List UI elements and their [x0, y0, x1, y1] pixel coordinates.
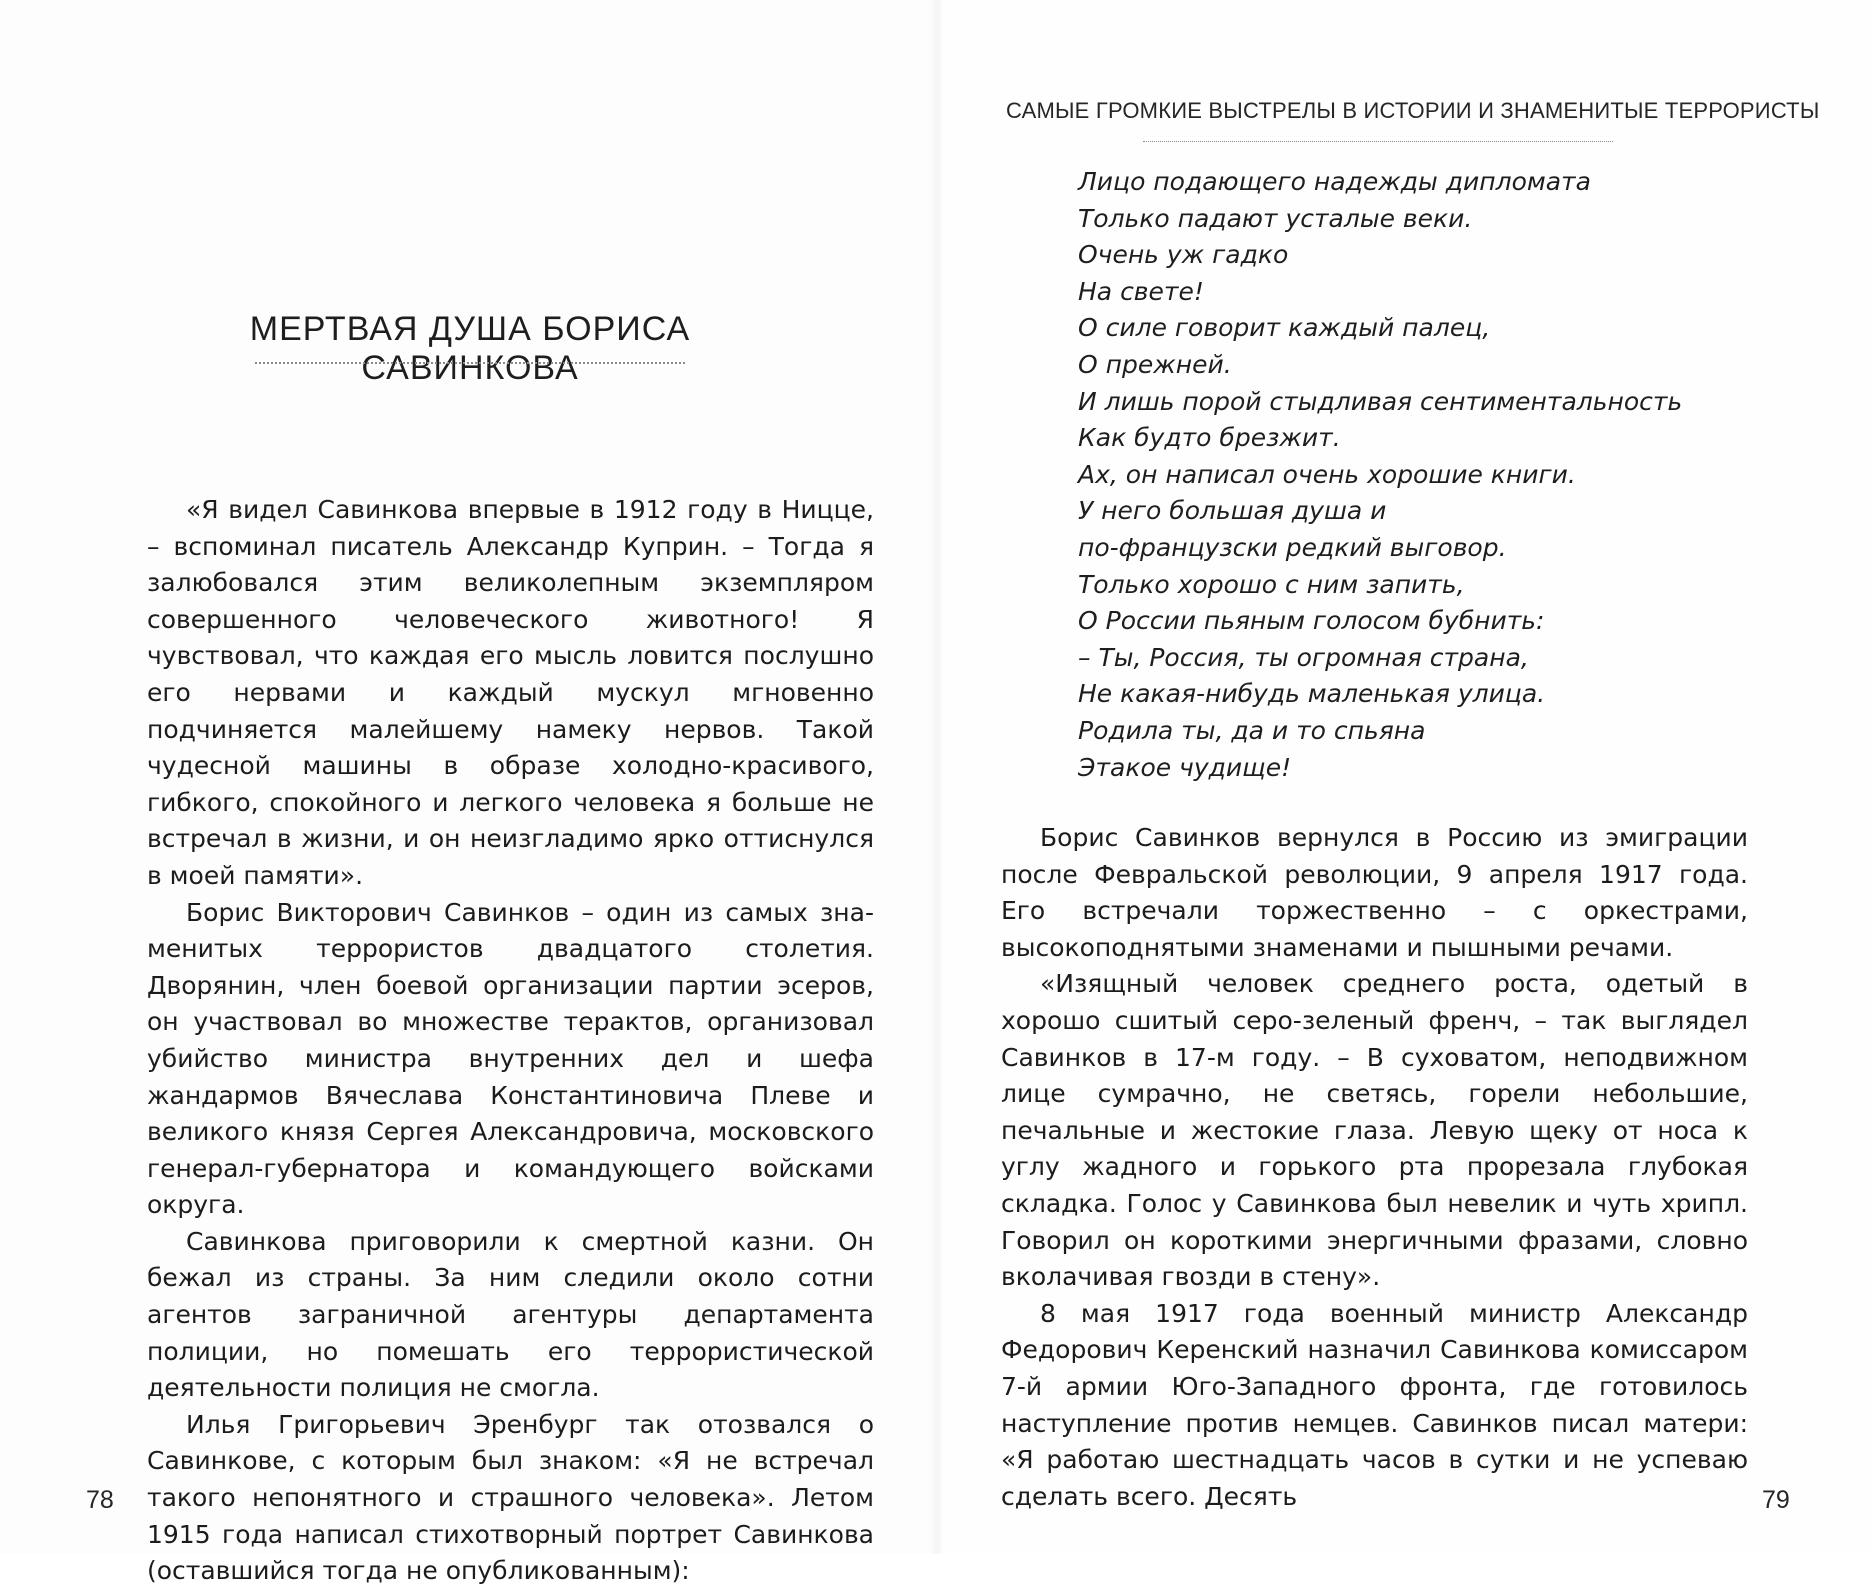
poem-line: О силе говорит каждый палец, — [1078, 313, 1491, 343]
paragraph: Савинкова приговорили к смертной казни. Он бежал из страны. За ним следили около сотни агентов заграничной агентуры департамента полиции, но помешать его террористической деятельности полиция не смогла. — [147, 1226, 874, 1403]
page-number-left: 78 — [86, 1486, 114, 1514]
paragraph: Илья Григорьевич Эренбург так отозвался о Савинкове, с которым был знаком: «Я не встречал такого непонятного и страшного человека». Летом 1915 года написал стихотворный портрет Савинкова (оставшийся тогда не опубликованным): — [147, 1409, 874, 1586]
poem — [1078, 164, 1758, 786]
paragraph: Борис Савинков вернулся в Россию из эмиграции после Февральской революции, 9 апреля 1917 года. Его встречали торжественно – с оркестрами, высокоподнятыми знаменами и пышными речами. — [1001, 823, 1748, 962]
paragraph: «Я видел Савинкова впервые в 1912 году в Ницце, – вспоминал писатель Александр Куприн. – Тогда я залюбовался этим великолепным экземпляром совершенного человеческого животного! Я чувствовал, что каждая его мысль ловится послушно его нервами и каждый мускул мгновенно подчиняется малейшему намеку нервов. Такой чудесной машины в образе холодно-красивого, гибкого, спокойного и легкого человека я больше не встречал в жизни, и он неизгладимо ярко оттиснулся в моей памяти». — [147, 495, 874, 890]
poem-line: Очень уж гадко — [1078, 240, 1289, 270]
poem-line: – Ты, Россия, ты огромная страна, — [1078, 642, 1529, 672]
poem-line: О России пьяным голосом бубнить: — [1078, 606, 1545, 636]
page-number-right: 79 — [1762, 1486, 1790, 1514]
paragraph: Борис Викторович Савинков – один из самых знаменитых террористов двадцатого столетия. Дворянин, член боевой организации партии эсеров, он участвовал во множестве терактов, организовал убийство министра внутренних дел и шефа жандармов Вячеслава Константиновича Плеве и великого князя Сергея Александровича, московского генерал-губернатора и командующего войсками округа. — [147, 897, 874, 1220]
poem-line: по-французски редкий выговор. — [1078, 532, 1507, 562]
poem-line: Как будто брезжит. — [1078, 423, 1341, 453]
poem-line: Лицо подающего надежды дипломата — [1078, 167, 1591, 196]
poem-line: Не какая-нибудь маленькая улица. — [1078, 679, 1546, 709]
poem-line: О прежней. — [1078, 349, 1232, 379]
title-divider — [255, 362, 685, 364]
book-gutter — [930, 0, 944, 1554]
right-body-text — [1001, 820, 1748, 1515]
chapter-title: МЕРТВАЯ ДУША БОРИСА САВИНКОВА — [249, 310, 691, 387]
running-header: САМЫЕ ГРОМКИЕ ВЫСТРЕЛЫ В ИСТОРИИ И ЗНАМЕНИТЫЕ ТЕРРОРИСТЫ — [1006, 98, 1820, 123]
paragraph: 8 мая 1917 года военный министр Александр Федорович Керенский назначил Савинкова комиссаром 7-й армии Юго-Западного фронта, где готовилось наступление против немцев. Савинков писал матери: «Я работаю шестнадцать часов в сутки и не успеваю сделать всего. Десять — [1001, 1298, 1748, 1511]
poem-line: Только падают усталые веки. — [1078, 203, 1473, 233]
left-body-text — [147, 492, 874, 1590]
poem-line: И лишь порой стыдливая сентиментальность — [1078, 386, 1683, 416]
header-divider — [1143, 141, 1613, 142]
paragraph: «Изящный человек среднего роста, одетый в хорошо сшитый серо-зеленый френч, – так выглядел Савинков в 17-м году. – В суховатом, неподвижном лице сумрачно, не светясь, горели небольшие, печальные и жестокие глаза. Левую щеку от носа к углу жадного и горького рта прорезала глубокая складка. Голос у Савинкова был невелик и чуть хрипл. Говорил он короткими энергичными фразами, словно вколачивая гвозди в стену». — [1001, 969, 1748, 1292]
poem-line: Этакое чудище! — [1078, 752, 1292, 782]
poem-line: Родила ты, да и то спьяна — [1078, 715, 1426, 745]
left-page — [0, 0, 936, 1586]
poem-line: Только хорошо с ним запить, — [1078, 569, 1465, 599]
right-page — [936, 0, 1873, 1554]
poem-line: Ах, он написал очень хорошие книги. — [1078, 459, 1576, 489]
poem-line: На свете! — [1078, 276, 1204, 306]
poem-line: У него большая душа и — [1078, 496, 1387, 526]
